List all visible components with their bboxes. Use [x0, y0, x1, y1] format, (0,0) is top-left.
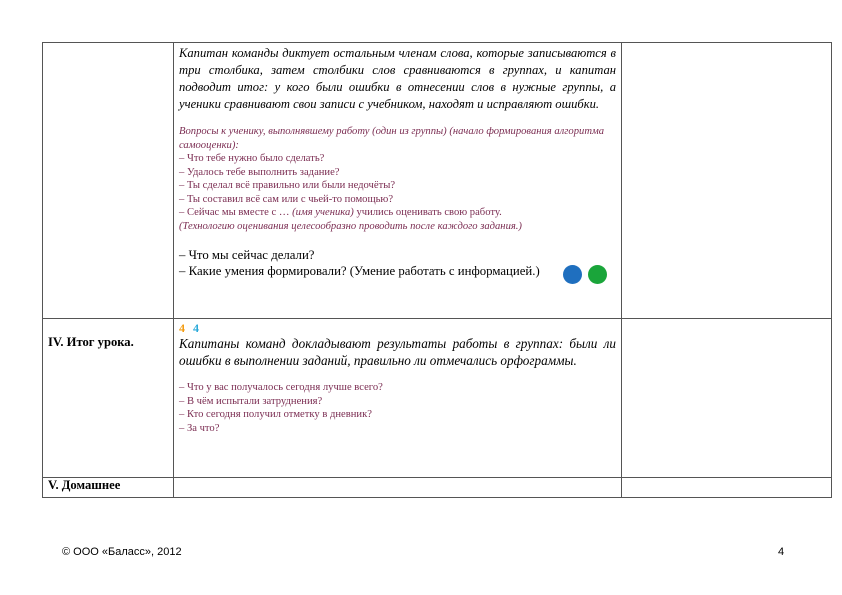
table-row: [43, 43, 832, 319]
stage-cell: [43, 43, 174, 319]
notes-cell: [622, 319, 832, 478]
question-now-start: – Сейчас мы вместе с …: [179, 207, 293, 218]
question-item: – Что тебе нужно было сделать?: [179, 153, 325, 164]
question-item: – Ты составил всё сам или с чьей-то помощью?: [179, 193, 394, 205]
table-row: [43, 478, 832, 498]
stage-label: V. Домашнее: [48, 478, 121, 492]
question-item: – В чём испытали затруднения?: [179, 395, 323, 407]
footer-copyright: © ООО «Баласс», 2012: [62, 546, 182, 558]
activity-cell: [174, 478, 622, 498]
questions-intro: Вопросы к ученику, выполнявшему работу (один из группы) (начало формирования алгоритма самооценки):: [179, 126, 605, 151]
activity-text: Капитаны команд докладывают результаты работы в группах: были ли ошибки в выполнении заданий, правильно ли отмечались орфограммы.: [179, 336, 616, 368]
question-item: – За что?: [179, 422, 220, 434]
color-markers: [563, 265, 609, 285]
number-marker-orange: 4: [179, 321, 185, 335]
blue-circle-icon: [563, 265, 582, 284]
notes-cell: [622, 478, 832, 498]
question-item: – Кто сегодня получил отметку в дневник?: [179, 409, 372, 420]
question-item: – Ты сделал всё правильно или были недочёты?: [179, 180, 396, 191]
table-row: [43, 319, 832, 478]
lesson-table: [42, 42, 832, 498]
page-number: 4: [778, 546, 785, 558]
notes-cell: [622, 43, 832, 319]
student-name-placeholder: (имя ученика): [292, 207, 354, 218]
closing-question: – Какие умения формировали? (Умение работать с информацией.): [179, 264, 540, 278]
activity-cell: [174, 43, 622, 319]
activity-cell: [174, 319, 622, 478]
question-item: – Удалось тебе выполнить задание?: [179, 166, 340, 178]
closing-question: – Что мы сейчас делали?: [179, 248, 315, 262]
question-item-now: [179, 206, 616, 220]
assessment-note: (Технологию оценивания целесообразно проводить после каждого задания.): [179, 220, 522, 232]
stage-label: [43, 43, 173, 59]
number-markers: [179, 321, 616, 335]
question-now-end: учились оценивать свою работу.: [353, 207, 502, 218]
activity-text: Капитан команды диктует остальным членам слова, которые записываются в три столбика, затем столбики слов сравниваются в группах, и капитан подводит итог: у кого были ошибки в отнесении слов в нужные группы, а ученики сравнивают свои записи с учебником, находят и исправляют ошибки.: [179, 46, 616, 111]
stage-cell: [43, 319, 174, 478]
stage-label: IV. Итог урока.: [48, 335, 134, 349]
question-item: – Что у вас получалось сегодня лучше всего?: [179, 382, 383, 393]
stage-cell: [43, 478, 174, 498]
green-circle-icon: [588, 265, 607, 284]
number-marker-cyan: 4: [193, 321, 199, 335]
